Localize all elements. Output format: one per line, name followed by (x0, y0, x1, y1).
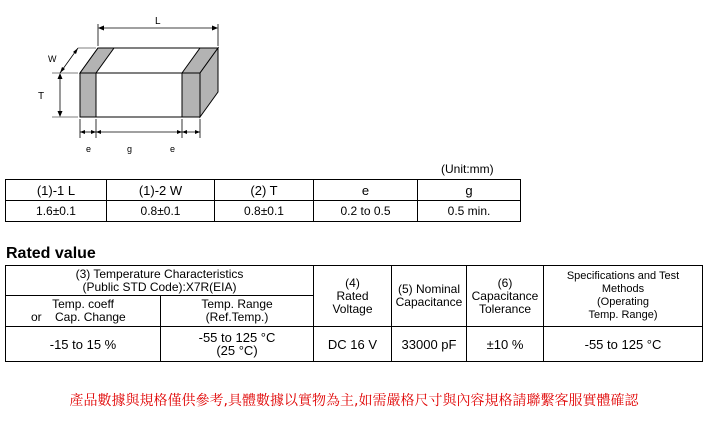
specifications-line4: Temp. Range) (588, 309, 658, 321)
rated-value-table (5, 265, 703, 362)
temp-range-line2: (Ref.Temp.) (205, 310, 269, 324)
capacitance-tolerance-line1: (6) (497, 275, 513, 290)
rated-voltage-line2: Rated (336, 288, 369, 303)
terminal-left-front (80, 73, 96, 117)
capacitance-tolerance-line2: Capacitance (471, 288, 539, 303)
rated-value-row (6, 327, 703, 362)
unit-label: (Unit:mm) (441, 162, 494, 176)
label-W: W (48, 54, 57, 64)
value-temp-range (161, 327, 314, 362)
label-e-right: e (170, 144, 176, 154)
chip-dimension-diagram (0, 0, 260, 160)
temp-characteristics-line2: (Public STD Code):X7R(EIA) (82, 279, 237, 294)
header-g: g (418, 180, 521, 201)
label-g: g (127, 144, 133, 154)
dimensions-table (5, 179, 521, 222)
temp-range-header (161, 296, 314, 327)
rated-header-row-1 (6, 266, 703, 296)
rated-voltage-line3: Voltage (332, 301, 373, 316)
value-thickness: 0.8±0.1 (215, 201, 314, 222)
rated-voltage-header (314, 266, 392, 327)
header-e: e (314, 180, 418, 201)
header-thickness: (2) T (215, 180, 314, 201)
temp-coeff-line1: Temp. coeff (52, 297, 114, 311)
temp-range-line1: Temp. Range (201, 297, 273, 311)
value-e: 0.2 to 0.5 (314, 201, 418, 222)
disclaimer-notice: 產品數據與規格僅供參考,具體數據以實物為主,如需嚴格尺寸與內容規格請聯繫客服實體確認 (69, 393, 639, 409)
specifications-line3: (Operating (597, 296, 649, 308)
rated-value-title: Rated value (6, 245, 96, 262)
rated-voltage-line1: (4) (345, 275, 360, 290)
label-L: L (155, 16, 161, 27)
dimensions-value-row (6, 201, 521, 222)
temp-characteristics-line1: (3) Temperature Characteristics (75, 266, 244, 281)
value-g: 0.5 min. (418, 201, 521, 222)
capacitance-tolerance-line3: Tolerance (478, 301, 532, 316)
value-rated-voltage: DC 16 V (314, 327, 392, 362)
value-length: 1.6±0.1 (6, 201, 107, 222)
value-width: 0.8±0.1 (107, 201, 215, 222)
value-temp-range-line2: (25 °C) (216, 343, 258, 358)
specifications-line2: Methods (601, 283, 645, 295)
nominal-capacitance-line2: Capacitance (395, 295, 463, 309)
terminal-right-front (182, 73, 200, 117)
specifications-header (544, 266, 703, 327)
dimensions-header-row (6, 180, 521, 201)
capacitance-tolerance-header (467, 266, 544, 327)
label-e-left: e (86, 144, 92, 154)
specifications-line1: Specifications and Test (566, 270, 680, 282)
temp-coeff-header (6, 296, 161, 327)
header-width: (1)-2 W (107, 180, 215, 201)
value-operating-range: -55 to 125 °C (544, 327, 703, 362)
value-nominal-capacitance: 33000 pF (392, 327, 467, 362)
value-temp-range-line1: -55 to 125 °C (198, 330, 276, 345)
nominal-capacitance-header (392, 266, 467, 327)
value-temp-coeff: -15 to 15 % (6, 327, 161, 362)
value-capacitance-tolerance: ±10 % (467, 327, 544, 362)
temp-characteristics-header (6, 266, 314, 296)
temp-coeff-line2: or Cap. Change (31, 310, 126, 324)
label-T: T (38, 91, 45, 102)
nominal-capacitance-line1: (5) Nominal (397, 282, 460, 296)
header-length: (1)-1 L (6, 180, 107, 201)
